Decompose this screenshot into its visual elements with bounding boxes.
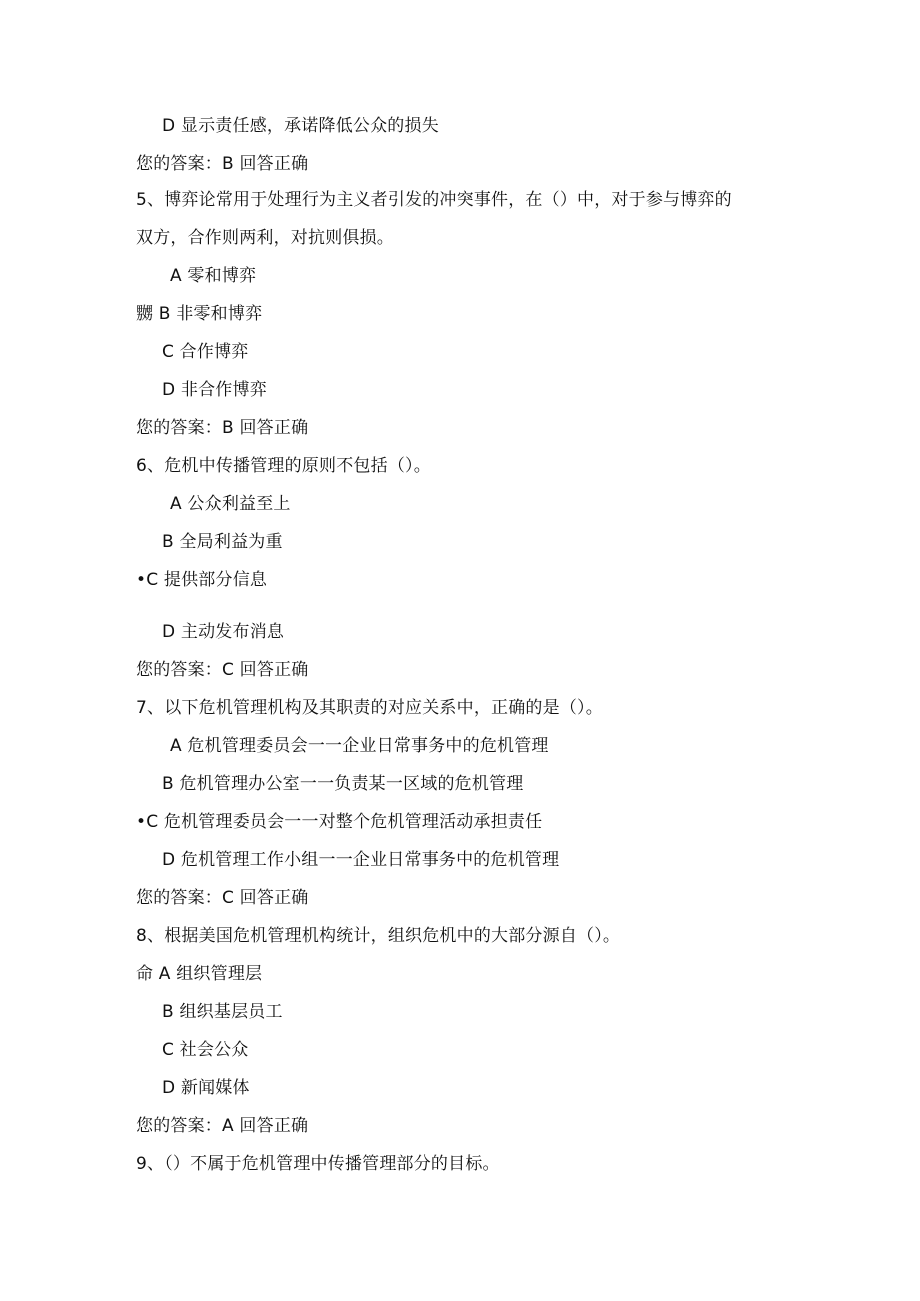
answer-q4: 您的答案：B 回答正确 [136, 154, 309, 174]
option-c-q6: •C 提供部分信息 [136, 570, 268, 590]
option-d-q5: D 非合作博弈 [162, 380, 267, 400]
option-d-q7: D 危机管理工作小组一一企业日常事务中的危机管理 [162, 850, 560, 870]
option-c-q7: •C 危机管理委员会一一对整个危机管理活动承担责任 [136, 812, 543, 832]
option-b-q5: 嬲 B 非零和博弈 [136, 304, 263, 324]
question-9: 9、（）不属于危机管理中传播管理部分的目标。 [136, 1154, 500, 1174]
question-5-line2: 双方，合作则两利，对抗则俱损。 [136, 228, 394, 248]
answer-q8: 您的答案：A 回答正确 [136, 1116, 309, 1136]
option-c-q5: C 合作博弈 [162, 342, 249, 362]
option-a-q5: A 零和博弈 [170, 266, 257, 286]
option-a-q7: A 危机管理委员会一一企业日常事务中的危机管理 [170, 736, 549, 756]
option-d-q6: D 主动发布消息 [162, 622, 285, 642]
option-a-q6: A 公众利益至上 [170, 494, 291, 514]
option-d-q8: D 新闻媒体 [162, 1078, 250, 1098]
option-b-q7: B 危机管理办公室一一负责某一区域的危机管理 [162, 774, 524, 794]
question-5-line1: 5、博弈论常用于处理行为主义者引发的冲突事件，在（）中，对于参与博弈的 [136, 190, 732, 210]
option-a-q8: 命 A 组织管理层 [136, 964, 263, 984]
question-7: 7、以下危机管理机构及其职责的对应关系中，正确的是（）。 [136, 698, 603, 718]
answer-q6: 您的答案：C 回答正确 [136, 660, 309, 680]
option-c-q8: C 社会公众 [162, 1040, 249, 1060]
option-b-q8: B 组织基层员工 [162, 1002, 283, 1022]
question-8: 8、根据美国危机管理机构统计，组织危机中的大部分源自（）。 [136, 926, 621, 946]
option-d-q4: D 显示责任感，承诺降低公众的损失 [162, 116, 439, 136]
option-b-q6: B 全局利益为重 [162, 532, 283, 552]
answer-q5: 您的答案：B 回答正确 [136, 418, 309, 438]
question-6: 6、危机中传播管理的原则不包括（）。 [136, 456, 431, 476]
answer-q7: 您的答案：C 回答正确 [136, 888, 309, 908]
